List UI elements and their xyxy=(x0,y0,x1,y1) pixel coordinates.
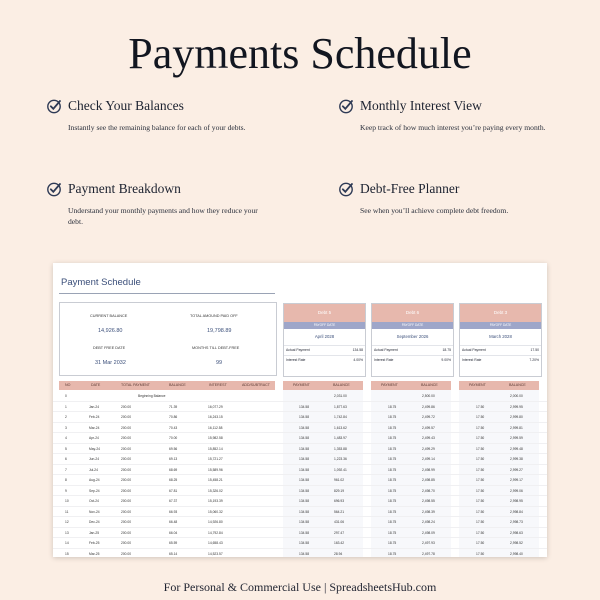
table-cell: 1,877.63 xyxy=(334,404,347,409)
table-row xyxy=(53,412,547,423)
table-cell: Oct-24 xyxy=(89,499,99,503)
debt-table-header xyxy=(459,381,539,390)
table-cell: 2,999.81 xyxy=(510,425,523,430)
table-cell: 2,999.17 xyxy=(510,478,523,482)
table-cell: 2,499.72 xyxy=(422,415,435,419)
table-cell: Nov-24 xyxy=(89,509,100,514)
table-cell: 15,982.58 xyxy=(208,436,223,440)
debt-table-header xyxy=(371,381,451,390)
check-circle-icon xyxy=(46,181,62,197)
table-cell: 961.02 xyxy=(334,478,345,482)
table-cell: 6 xyxy=(65,457,67,461)
table-cell: 200.00 xyxy=(121,436,132,440)
debt-card xyxy=(459,303,542,377)
table-cell: Feb-25 xyxy=(89,541,100,545)
table-cell: 2,498.70 xyxy=(422,488,435,493)
table-row xyxy=(53,507,547,518)
table-cell: 70.00 xyxy=(169,436,178,440)
table-cell: 15 xyxy=(65,551,69,556)
table-cell: 68.25 xyxy=(169,478,178,482)
table-cell: 18.75 xyxy=(388,509,397,514)
table-cell: 18.75 xyxy=(388,415,397,419)
debt-free-value: 31 Mar 2032 xyxy=(95,360,126,366)
table-cell: 65.59 xyxy=(169,541,178,545)
total-paid-label: TOTAL AMOUND PAID OFF xyxy=(190,314,238,318)
table-cell: 65.14 xyxy=(169,551,178,556)
table-cell: 2,498.09 xyxy=(422,530,435,535)
table-cell: 67.81 xyxy=(169,488,178,493)
table-row xyxy=(53,549,547,558)
table-cell: 163.42 xyxy=(334,541,345,545)
table-cell: 200.00 xyxy=(121,446,132,451)
table-cell: 15,326.02 xyxy=(208,488,223,493)
table-cell: 17.50 xyxy=(476,509,485,514)
table-cell: 134.58 xyxy=(299,436,310,440)
table-cell: 431.06 xyxy=(334,520,345,524)
table-cell: 18.75 xyxy=(388,446,397,451)
table-cell: 2 xyxy=(65,415,67,419)
table-cell: 9 xyxy=(65,488,67,493)
table-row xyxy=(53,475,547,486)
table-cell: 8 xyxy=(65,478,67,482)
table-cell: 7 xyxy=(65,467,67,472)
header-no: NO xyxy=(65,383,71,387)
table-cell: 66.04 xyxy=(169,530,178,535)
table-row xyxy=(53,496,547,507)
table-row xyxy=(53,517,547,528)
table-cell: 2,499.86 xyxy=(422,404,435,409)
table-row xyxy=(53,433,547,444)
table-cell: 134.58 xyxy=(299,499,310,503)
beginning-balance-label: Beginning Balance xyxy=(138,394,166,398)
table-cell: 69.56 xyxy=(169,446,178,451)
actual-payment-label: Actual Payment xyxy=(286,348,310,352)
table-cell: Feb-24 xyxy=(89,415,100,419)
current-balance-label: CURRENT BALANCE xyxy=(90,314,128,318)
table-row xyxy=(53,486,547,497)
table-cell: 297.47 xyxy=(334,530,345,535)
feature-heading: Payment Breakdown xyxy=(68,181,181,196)
table-cell: 200.00 xyxy=(121,478,132,482)
table-cell: 1,353.88 xyxy=(334,446,347,451)
table-cell: 2,999.27 xyxy=(510,467,523,472)
table-cell: 17.50 xyxy=(476,467,485,472)
table-cell: 200.00 xyxy=(121,415,132,419)
actual-payment-value: 17.50 xyxy=(530,348,539,352)
check-circle-icon xyxy=(338,181,354,197)
table-cell: 200.00 xyxy=(121,425,132,430)
feature-heading: Check Your Balances xyxy=(68,98,184,113)
table-cell: 134.58 xyxy=(299,530,310,535)
table-row xyxy=(53,528,547,539)
table-cell: 1 xyxy=(65,404,67,409)
table-cell: 2,999.59 xyxy=(510,436,523,440)
table-cell: 17.50 xyxy=(476,457,485,461)
table-cell: 17.50 xyxy=(476,520,485,524)
interest-rate-row xyxy=(372,355,453,365)
table-cell: 1,742.84 xyxy=(334,415,347,419)
main-table-header xyxy=(59,381,275,390)
table-cell: 2,500.00 xyxy=(422,394,435,398)
header-payment: PAYMENT xyxy=(293,383,310,387)
table-cell: 1,092.41 xyxy=(334,467,347,472)
table-row xyxy=(53,538,547,549)
table-row xyxy=(53,465,547,476)
page-title: Payments Schedule xyxy=(128,29,472,78)
table-cell: 10 xyxy=(65,499,69,503)
feature-description: Keep track of how much interest you’re paying every month. xyxy=(360,123,546,132)
feature-description: See when you’ll achieve complete debt freedom. xyxy=(360,206,509,215)
table-cell: 12 xyxy=(65,520,69,524)
feature-payment-breakdown xyxy=(46,181,261,227)
table-cell: 18.75 xyxy=(388,478,397,482)
table-cell: 2,031.00 xyxy=(334,394,347,398)
table-cell: 15,458.21 xyxy=(208,478,223,482)
table-cell: 17.50 xyxy=(476,415,485,419)
table-cell: 70.43 xyxy=(169,425,178,430)
table-cell: 15,060.32 xyxy=(208,509,223,514)
table-cell: 2,998.95 xyxy=(510,499,523,503)
table-cell: Jun-24 xyxy=(89,457,100,461)
table-cell: 14,658.43 xyxy=(208,541,223,545)
interest-rate-value: 9.00% xyxy=(441,358,451,362)
payoff-date: March 2028 xyxy=(489,334,512,339)
debt-name: Debt 5 xyxy=(284,304,365,322)
table-cell: 2,498.55 xyxy=(422,499,435,503)
table-cell: 200.00 xyxy=(121,509,132,514)
table-cell: 15,193.39 xyxy=(208,499,223,503)
actual-payment-value: 18.75 xyxy=(442,348,451,352)
table-cell: 16,112.58 xyxy=(208,425,223,430)
table-cell: 200.00 xyxy=(121,541,132,545)
table-cell: 18.75 xyxy=(388,425,397,430)
table-cell: 200.00 xyxy=(121,488,132,493)
table-cell: 2,999.80 xyxy=(510,415,523,419)
summary-box xyxy=(59,302,277,376)
table-cell: 2,499.14 xyxy=(422,457,435,461)
table-cell: 17.50 xyxy=(476,446,485,451)
feature-description: Understand your monthly payments and how they reduce your debt. xyxy=(68,206,258,226)
table-cell: 829.19 xyxy=(334,488,345,493)
table-cell: 134.58 xyxy=(299,457,310,461)
table-cell: 15,721.27 xyxy=(208,457,223,461)
table-cell: 1,483.97 xyxy=(334,436,347,440)
table-cell: 14,926.80 xyxy=(208,520,223,524)
table-cell: 200.00 xyxy=(121,530,132,535)
feature-heading: Monthly Interest View xyxy=(360,98,482,113)
table-cell: 28.94 xyxy=(334,551,343,556)
table-cell: 17.50 xyxy=(476,436,485,440)
sheet-title: Payment Schedule xyxy=(61,277,141,288)
header-interest: INTEREST xyxy=(209,383,227,387)
table-cell: 1,613.62 xyxy=(334,425,347,430)
actual-payment-row xyxy=(284,345,365,355)
interest-rate-label: Interest Rate xyxy=(286,358,306,362)
payoff-label: PAYOFF DATE xyxy=(372,322,453,329)
table-cell: 18.75 xyxy=(388,499,397,503)
table-cell: 134.58 xyxy=(299,425,310,430)
table-cell: 134.58 xyxy=(299,478,310,482)
table-cell: Aug-24 xyxy=(89,478,100,482)
feature-heading: Debt-Free Planner xyxy=(360,181,460,196)
table-cell: 2,999.95 xyxy=(510,404,523,409)
table-cell: 200.00 xyxy=(121,520,132,524)
table-cell: 2,498.39 xyxy=(422,509,435,514)
header-payment: PAYMENT xyxy=(469,383,486,387)
table-cell: 2,998.84 xyxy=(510,509,523,514)
header-date: DATE xyxy=(91,383,101,387)
table-cell: 2,497.78 xyxy=(422,551,435,556)
table-cell: 200.00 xyxy=(121,404,132,409)
table-cell: Sep-24 xyxy=(89,488,100,493)
table-cell: 17.50 xyxy=(476,541,485,545)
table-cell: 18.75 xyxy=(388,551,397,556)
table-cell: 17.50 xyxy=(476,499,485,503)
table-cell: 2,497.93 xyxy=(422,541,435,545)
table-cell: 18.75 xyxy=(388,457,397,461)
table-cell: 15,589.96 xyxy=(208,467,223,472)
actual-payment-value: 134.58 xyxy=(352,348,363,352)
interest-rate-value: 4.00% xyxy=(353,358,363,362)
table-cell: 2,998.63 xyxy=(510,530,523,535)
table-cell: 200.00 xyxy=(121,467,132,472)
table-cell: 1,223.36 xyxy=(334,457,347,461)
table-cell: 3 xyxy=(65,425,67,430)
debt-card xyxy=(283,303,366,377)
table-cell: 66.93 xyxy=(169,509,178,514)
debt-card xyxy=(371,303,454,377)
current-balance-value: 14,926.80 xyxy=(98,328,123,334)
table-cell: Dec-24 xyxy=(89,520,100,524)
table-cell: 70.86 xyxy=(169,415,178,419)
footer-text: For Personal & Commercial Use | SpreadsheetsHub.com xyxy=(163,580,437,594)
table-cell: 2,498.85 xyxy=(422,478,435,482)
table-cell: 2,998.73 xyxy=(510,520,523,524)
table-cell: 2,499.29 xyxy=(422,446,435,451)
table-cell: 134.58 xyxy=(299,446,310,451)
debt-table-header xyxy=(283,381,363,390)
table-cell: 17.50 xyxy=(476,551,485,556)
interest-rate-label: Interest Rate xyxy=(462,358,482,362)
table-cell: 134.58 xyxy=(299,467,310,472)
table-cell: Jan-24 xyxy=(89,404,100,409)
debt-name: Debt 3 xyxy=(460,304,541,322)
debt-name: Debt 6 xyxy=(372,304,453,322)
table-cell: 17.50 xyxy=(476,404,485,409)
table-cell: 67.37 xyxy=(169,499,178,503)
table-cell: 2,499.57 xyxy=(422,425,435,430)
table-cell: 200.00 xyxy=(121,551,132,556)
table-cell: 18.75 xyxy=(388,404,397,409)
table-cell: 17.50 xyxy=(476,425,485,430)
table-cell: 134.58 xyxy=(299,541,310,545)
table-cell: 13 xyxy=(65,530,69,535)
debt-free-label: DEBT FREE DATE xyxy=(93,346,126,350)
table-cell: May-24 xyxy=(89,446,100,451)
table-cell: Jan-25 xyxy=(89,530,100,535)
table-row xyxy=(53,402,547,413)
header-balance: BALANCE xyxy=(333,383,350,387)
actual-payment-row xyxy=(372,345,453,355)
table-cell: 2,999.06 xyxy=(510,488,523,493)
actual-payment-label: Actual Payment xyxy=(462,348,486,352)
feature-description: Instantly see the remaining balance for each of your debts. xyxy=(68,123,246,132)
table-cell: 68.69 xyxy=(169,467,178,472)
table-cell: 2,499.43 xyxy=(422,436,435,440)
table-cell: 17.50 xyxy=(476,530,485,535)
table-cell: 2,000.00 xyxy=(510,394,523,398)
table-cell: 14,792.84 xyxy=(208,530,223,535)
months-label: MONTHS TILL DEBT-FREE xyxy=(192,346,240,350)
table-row xyxy=(53,454,547,465)
feature-check-balances xyxy=(46,98,276,133)
check-circle-icon xyxy=(46,98,62,114)
table-cell: 134.58 xyxy=(299,509,310,514)
header-payment: PAYMENT xyxy=(381,383,398,387)
table-cell: 18.75 xyxy=(388,520,397,524)
table-cell: 2,498.99 xyxy=(422,467,435,472)
table-cell: 200.00 xyxy=(121,499,132,503)
table-cell: 134.58 xyxy=(299,488,310,493)
table-cell: 16,243.15 xyxy=(208,415,223,419)
header-add-subtract: ADD/SUBTRACT xyxy=(242,383,270,387)
months-value: 99 xyxy=(216,360,223,366)
table-cell: 4 xyxy=(65,436,67,440)
table-cell: Mar-25 xyxy=(89,551,100,556)
feature-debt-free-planner xyxy=(338,181,568,216)
table-cell: 134.58 xyxy=(299,551,310,556)
payoff-label: PAYOFF DATE xyxy=(460,322,541,329)
table-cell: 17.50 xyxy=(476,478,485,482)
actual-payment-label: Actual Payment xyxy=(374,348,398,352)
table-cell: 2,999.38 xyxy=(510,457,523,461)
table-cell: 18.75 xyxy=(388,436,397,440)
table-cell: 134.58 xyxy=(299,404,310,409)
table-cell: 18.75 xyxy=(388,467,397,472)
table-cell: 696.93 xyxy=(334,499,345,503)
interest-rate-value: 7.20% xyxy=(529,358,539,362)
table-cell: 200.00 xyxy=(121,457,132,461)
check-circle-icon xyxy=(338,98,354,114)
header-balance: BALANCE xyxy=(169,383,186,387)
interest-rate-row xyxy=(284,355,365,365)
payoff-date: September 2026 xyxy=(396,334,429,339)
table-cell: 564.21 xyxy=(334,509,345,514)
table-cell: 18.75 xyxy=(388,488,397,493)
table-cell: 16,077.29 xyxy=(208,404,223,409)
table-row xyxy=(53,391,547,402)
table-cell: Mar-24 xyxy=(89,425,100,430)
spreadsheet-preview xyxy=(53,263,547,557)
interest-rate-label: Interest Rate xyxy=(374,358,394,362)
header-balance: BALANCE xyxy=(421,383,438,387)
title-divider xyxy=(59,293,275,294)
table-cell: 18.75 xyxy=(388,541,397,545)
actual-payment-row xyxy=(460,345,541,355)
table-cell: 2,498.24 xyxy=(422,520,435,524)
interest-rate-row xyxy=(460,355,541,365)
table-cell: 5 xyxy=(65,446,67,451)
table-cell: 14 xyxy=(65,541,69,545)
table-cell: 134.58 xyxy=(299,520,310,524)
header-balance: BALANCE xyxy=(509,383,526,387)
table-cell: 134.58 xyxy=(299,415,310,419)
table-cell: Apr-24 xyxy=(89,436,99,440)
table-cell: 18.75 xyxy=(388,530,397,535)
payoff-label: PAYOFF DATE xyxy=(284,322,365,329)
table-cell: 2,998.40 xyxy=(510,551,523,556)
table-cell: Jul-24 xyxy=(89,467,98,472)
table-row xyxy=(53,444,547,455)
table-row xyxy=(53,423,547,434)
header-total-payment: TOTAL PAYMENT xyxy=(121,383,150,387)
feature-interest-view xyxy=(338,98,548,133)
table-cell: 66.48 xyxy=(169,520,178,524)
table-cell: 15,852.14 xyxy=(208,446,223,451)
table-cell: 11 xyxy=(65,509,69,514)
total-paid-value: 19,798.89 xyxy=(207,328,232,334)
table-cell: 71.39 xyxy=(169,404,178,409)
table-cell: 0 xyxy=(65,394,67,398)
table-cell: 17.50 xyxy=(476,488,485,493)
table-cell: 2,998.52 xyxy=(510,541,523,545)
table-cell: 2,999.48 xyxy=(510,446,523,451)
table-cell: 14,523.57 xyxy=(208,551,223,556)
payoff-date: April 2028 xyxy=(314,334,335,339)
table-cell: 69.13 xyxy=(169,457,178,461)
